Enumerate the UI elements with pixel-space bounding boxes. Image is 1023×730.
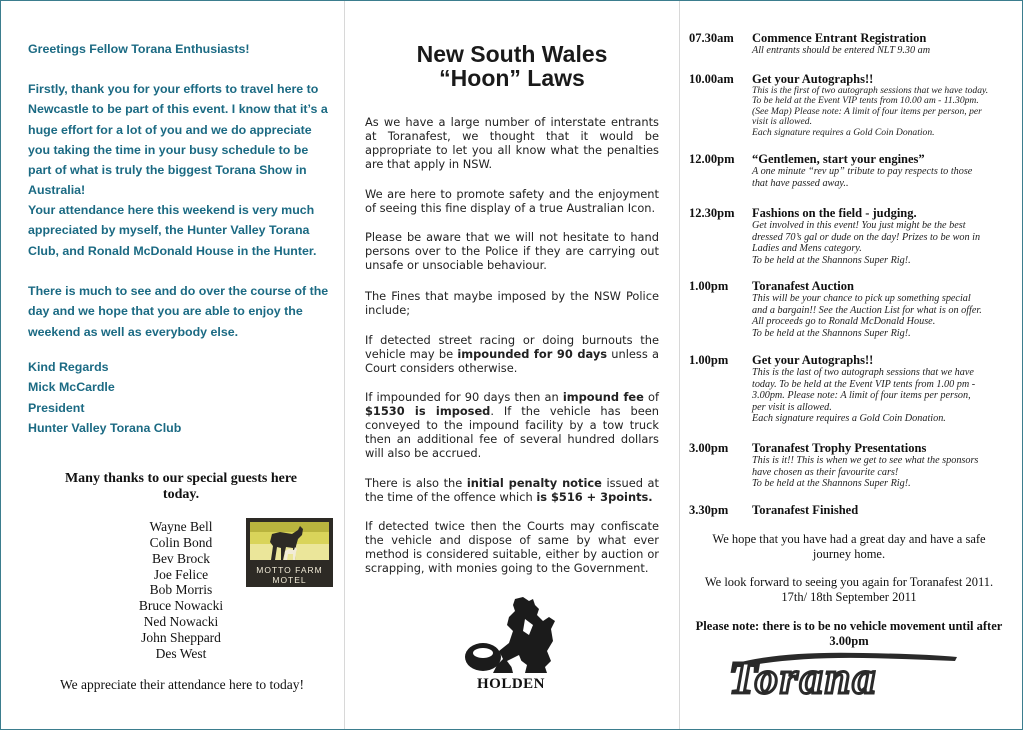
desc-line: Each signature requires a Gold Coin Donation. [752, 126, 935, 138]
guest-name: Joe Felice [153, 566, 209, 582]
signoff-club: Hunter Valley Torana Club [28, 420, 182, 435]
schedule-desc [752, 86, 1010, 138]
desc-line: This is it!! This is when we get to see what the sponsors [752, 455, 979, 466]
right-column [680, 1, 1023, 729]
holden-wordmark: HOLDEN [476, 676, 545, 692]
signoff-role: President [28, 400, 85, 415]
guest-name: Bev Brock [151, 550, 211, 566]
farewell-text: We hope that you have had a great day and have a safe journey home. [712, 532, 986, 561]
motto-logo-line1: MOTTO FARM [256, 565, 323, 575]
schedule-title: Toranafest Finished [752, 503, 859, 517]
schedule-title: Get your Autographs!! [752, 72, 874, 86]
text-run: issued at the time of the offence which [365, 476, 659, 504]
guest-name: Colin Bond [149, 534, 213, 550]
desc-line: 3.00pm. Please note: A limit of four items per person, [752, 390, 971, 401]
schedule-time: 10.00am [689, 72, 734, 86]
schedule-title: Fashions on the field - judging. [752, 206, 917, 220]
vehicle-movement-note: Please note: there is to be no vehicle movement until after 3.00pm [695, 619, 1003, 648]
desc-line: To be held at the Shannons Super Rig!. [752, 254, 911, 266]
schedule-desc [752, 455, 1010, 490]
confiscate-paragraph: If detected twice then the Courts may confiscate the vehicle and dispose of same by what ever method is considered suitable, either by auction or scrapping, with monies going to the Government. [365, 519, 659, 575]
schedule-desc [752, 367, 1010, 425]
title-line-1: New South Wales [416, 41, 608, 67]
guest-list [118, 519, 244, 662]
schedule-desc [752, 166, 1010, 189]
text-run: If impounded for 90 days then an [365, 390, 563, 404]
schedule-desc [752, 293, 1010, 339]
desc-line: today. To be held at the Event VIP tents from 1.00 pm - [752, 378, 976, 390]
desc-line: This will be your chance to pick up something special [752, 293, 971, 304]
motto-logo-line2: MOTEL [272, 575, 307, 585]
desc-line: To be held at the Shannons Super Rig!. [752, 327, 911, 339]
horse-icon [246, 518, 333, 563]
desc-line: have chosen as their favourite cars! [752, 466, 899, 478]
title-line-2: “Hoon” Laws [439, 65, 585, 91]
enjoy-paragraph: There is much to see and do over the course of the day and we hope that you are able to enjoy the weekend as well as everybody else. [28, 284, 329, 339]
middle-column [345, 1, 679, 729]
torana-logo [723, 643, 963, 701]
schedule-desc [752, 220, 1010, 266]
bold-run: is $516 + 3points. [536, 490, 653, 504]
welcome-paragraph: Firstly, thank you for your efforts to travel here to Newcastle to be part of this event. I know that it’s a huge effort for a lot of you and we do appreciate you taking the time in your busy schedule to be part of what is truly the biggest Torana Show in Australia! [28, 82, 328, 198]
desc-line: To be held at the Shannons Super Rig!. [752, 478, 911, 489]
appreciation-text: We appreciate their attendance here to today! [59, 677, 305, 692]
motto-farm-motel-logo [246, 518, 333, 587]
desc-line: per visit is allowed. [752, 401, 832, 413]
schedule-time: 3.30pm [689, 503, 729, 517]
guest-name: Bruce Nowacki [138, 598, 224, 614]
desc-line: (See Map) Please note: A limit of four items per person, per [752, 105, 982, 117]
bold-run: initial penalty notice [466, 476, 602, 490]
schedule-title: Toranafest Auction [752, 279, 854, 293]
schedule-time: 3.00pm [689, 441, 729, 455]
schedule-desc [752, 45, 1010, 57]
next-event-line: We look forward to seeing you again for Toranafest 2011. [704, 575, 994, 589]
signoff-line: Kind Regards [28, 360, 109, 374]
guest-name: John Sheppard [141, 629, 221, 645]
desc-line: To be held at the Event VIP tents from 10.00 am - 11.30pm. [752, 95, 979, 107]
desc-line: All entrants should be entered NLT 9.30 am [752, 45, 931, 56]
desc-line: Each signature requires a Gold Coin Donation. [752, 413, 946, 424]
bold-run: impounded for 90 days [457, 347, 608, 361]
desc-line: This is the first of two autograph sessions that we have today. [752, 85, 989, 96]
schedule-title: Toranafest Trophy Presentations [752, 441, 927, 455]
schedule-title: Get your Autographs!! [752, 353, 874, 367]
desc-line: Ladies and Mens category. [752, 243, 862, 254]
text-run: There is also the [365, 476, 467, 490]
next-event-text [688, 575, 1010, 605]
schedule-time: 1.00pm [689, 279, 729, 293]
desc-line: Get involved in this event! You just might be the best [752, 220, 966, 231]
text-run: of [643, 390, 659, 404]
guests-heading: Many thanks to our special guests here today. [64, 471, 298, 502]
text-run: . If the vehicle has been conveyed to the impound facility by a tow truck then an additional fee of several hundred dollars will also be accrued. [365, 404, 659, 460]
desc-line: All proceeds go to Ronald McDonald House. [752, 316, 936, 327]
schedule-time: 1.00pm [689, 353, 729, 367]
desc-line: that have passed away.. [752, 177, 849, 189]
attendance-paragraph: Your attendance here this weekend is very much appreciated by myself, the Hunter Valley Torana Club, and Ronald McDonald House in the Hunter. [28, 203, 317, 258]
schedule-time: 12.00pm [689, 152, 735, 166]
guest-name: Wayne Bell [149, 519, 213, 534]
schedule-time: 07.30am [689, 31, 734, 45]
desc-line: This is the last of two autograph sessions that we have [752, 367, 974, 378]
schedule-title: “Gentlemen, start your engines” [752, 152, 925, 166]
text-run: unless a Court considers otherwise. [365, 347, 659, 375]
desc-line: visit is allowed. [752, 116, 812, 128]
police-paragraph: Please be aware that we will not hesitate to hand persons over to the Police if they are carrying out unsafe or unsociable behaviour. [365, 230, 659, 272]
greeting: Greetings Fellow Torana Enthusiasts! [28, 42, 250, 56]
page-title [365, 42, 659, 90]
desc-line: dressed 70’s gal or dude on the day! Prizes to be won in [752, 231, 981, 243]
torana-logo-text: Torana [729, 652, 878, 701]
bold-run: $1530 is imposed [365, 404, 491, 418]
signoff-name: Mick McCardle [28, 380, 115, 395]
bold-run: impound fee [562, 390, 644, 404]
impound-paragraph [365, 333, 659, 375]
guest-name: Bob Morris [149, 582, 213, 598]
schedule-title: Commence Entrant Registration [752, 31, 927, 45]
schedule-time: 12.30pm [689, 206, 735, 220]
fines-paragraph: The Fines that maybe imposed by the NSW Police include; [365, 289, 659, 317]
next-event-dates: 17th/ 18th September 2011 [781, 590, 917, 604]
impound-fee-paragraph [365, 390, 659, 460]
desc-line: and a bargain!! See the Auction List for what is on offer. [752, 304, 982, 316]
guest-name: Ned Nowacki [143, 614, 219, 630]
intro-paragraph: As we have a large number of interstate entrants at Toranafest, we thought that it would be appropriate to let you all know what the penalties are that apply in NSW. [365, 115, 659, 171]
text-run: If detected street racing or doing burnouts the vehicle may be [365, 333, 659, 361]
desc-line: A one minute “rev up” tribute to pay respects to those [752, 166, 973, 177]
guest-name: Des West [155, 645, 207, 661]
safety-paragraph: We are here to promote safety and the enjoyment of seeing this fine display of a true Australian Icon. [365, 187, 659, 215]
signoff [28, 357, 334, 438]
penalty-paragraph [365, 476, 659, 504]
left-column [1, 1, 344, 729]
motto-logo-text [246, 565, 333, 585]
